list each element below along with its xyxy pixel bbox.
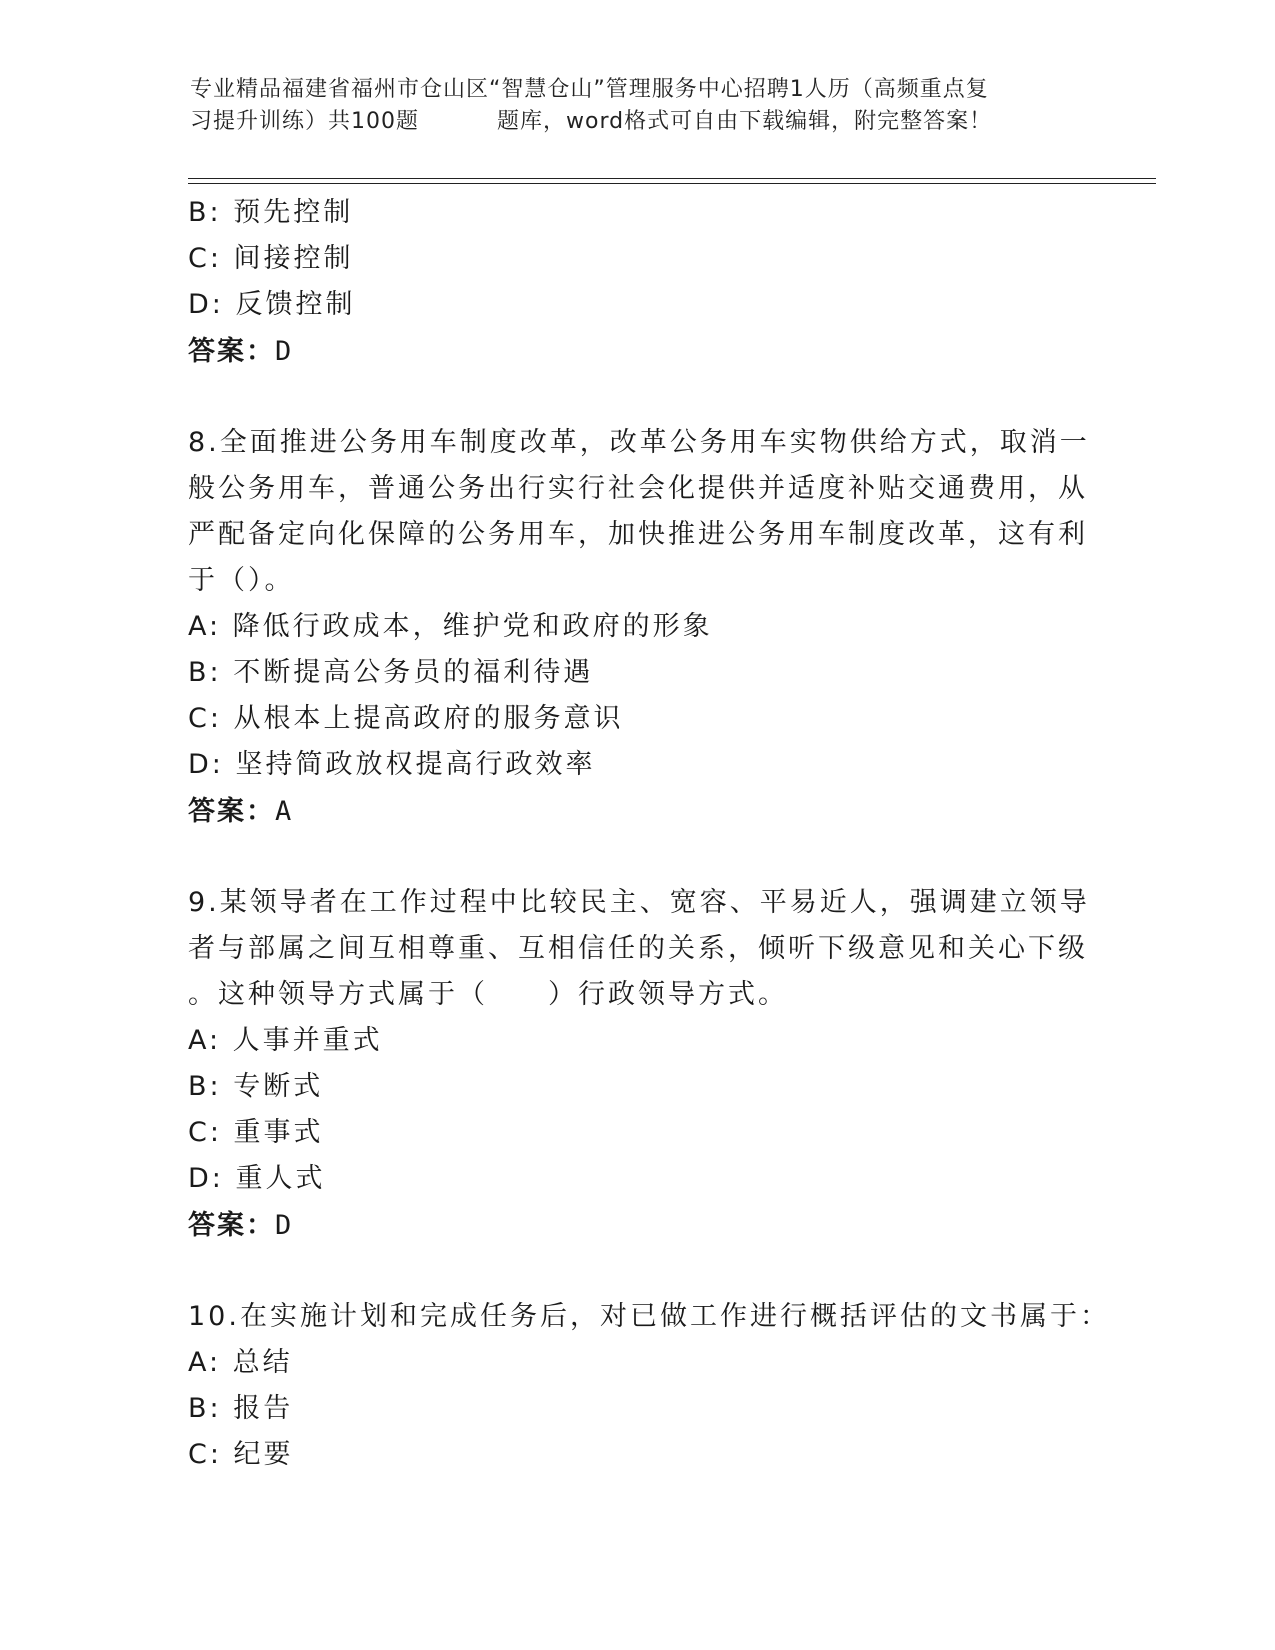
- q8-option-a: A: 降低行政成本，维护党和政府的形象: [188, 611, 713, 642]
- q10-option-a: A: 总结: [188, 1347, 293, 1378]
- q9-stem-line-2: 者与部属之间互相尊重、互相信任的关系，倾听下级意见和关心下级: [188, 933, 1088, 964]
- q8-stem-line-3: 严配备定向化保障的公务用车，加快推进公务用车制度改革，这有利: [188, 519, 1088, 550]
- q8-option-b: B: 不断提高公务员的福利待遇: [188, 657, 594, 688]
- q9-option-b: B: 专断式: [188, 1071, 324, 1102]
- answer-label: 答案：: [188, 336, 275, 366]
- q9-stem-line-3: 。这种领导方式属于（ ）行政领导方式。: [188, 979, 788, 1010]
- answer-value: D: [275, 336, 294, 367]
- page-header: [190, 74, 1090, 138]
- q9-answer: [188, 1202, 1068, 1248]
- header-line-2: [190, 106, 1090, 138]
- q8-stem-line-2: 般公务用车，普通公务出行实行社会化提供并适度补贴交通费用，从: [188, 473, 1088, 504]
- header-line-1: 专业精品福建省福州市仓山区“智慧仓山”管理服务中心招聘1人历（高频重点复: [190, 77, 989, 102]
- q10-option-b: B: 报告: [188, 1393, 294, 1424]
- q8-answer: [188, 788, 1068, 834]
- answer-label: 答案：: [188, 796, 275, 826]
- q10-stem-line-1: 10.在实施计划和完成任务后，对已做工作进行概括评估的文书属于：: [188, 1301, 1110, 1332]
- answer-label: 答案：: [188, 1210, 275, 1240]
- question-10: [188, 1294, 1110, 1478]
- question-9: [188, 880, 1090, 1248]
- q7-option-c: C: 间接控制: [188, 243, 354, 274]
- q9-option-a: A: 人事并重式: [188, 1025, 383, 1056]
- header-divider-top: [188, 178, 1156, 179]
- question-8: [188, 420, 1090, 834]
- header-line-2-part-b: 题库，word格式可自由下载编辑，附完整答案！: [497, 109, 993, 134]
- answer-value: A: [275, 796, 294, 827]
- q9-stem-line-1: 9.某领导者在工作过程中比较民主、宽容、平易近人，强调建立领导: [188, 887, 1090, 918]
- q8-option-c: C: 从根本上提高政府的服务意识: [188, 703, 624, 734]
- q9-option-d: D: 重人式: [188, 1163, 326, 1194]
- q9-option-c: C: 重事式: [188, 1117, 324, 1148]
- q8-stem-line-4: 于（）。: [188, 565, 295, 596]
- q8-stem-line-1: 8.全面推进公务用车制度改革，改革公务用车实物供给方式，取消一: [188, 427, 1090, 458]
- header-line-2-part-a: 习提升训练）共100题: [190, 109, 419, 134]
- q7-option-d: D: 反馈控制: [188, 289, 356, 320]
- q10-option-c: C: 纪要: [188, 1439, 294, 1470]
- document-body: [188, 190, 1110, 1478]
- q8-stem: [188, 420, 1090, 604]
- answer-value: D: [275, 1210, 294, 1241]
- q10-stem: [188, 1294, 1110, 1340]
- q7-option-b: B: 预先控制: [188, 197, 354, 228]
- q7-answer: [188, 328, 1068, 374]
- q8-option-d: D: 坚持简政放权提高行政效率: [188, 749, 596, 780]
- header-divider-bottom: [188, 183, 1156, 184]
- q9-stem: [188, 880, 1090, 1018]
- question-7-tail: [188, 190, 1068, 374]
